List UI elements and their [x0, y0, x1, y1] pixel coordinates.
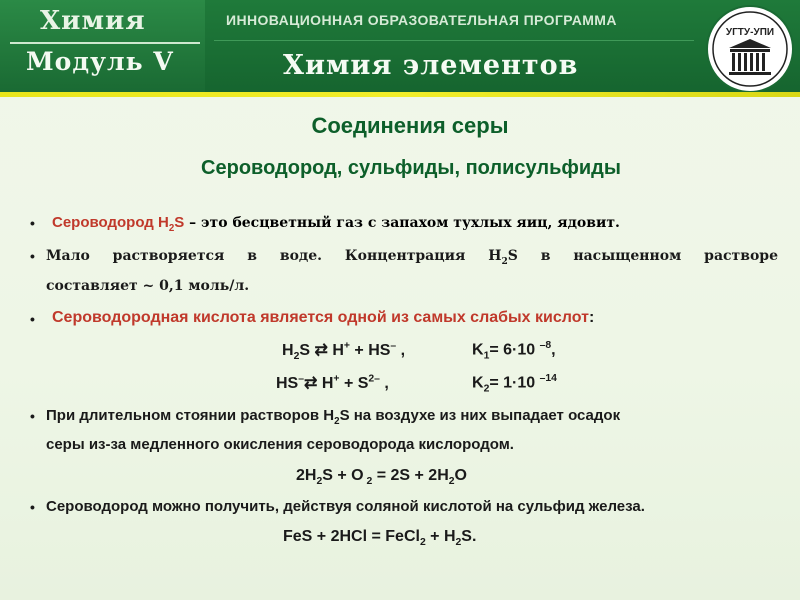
program-title: ИННОВАЦИОННАЯ ОБРАЗОВАТЕЛЬНАЯ ПРОГРАММА: [226, 12, 617, 28]
header-bar: [0, 0, 800, 92]
paragraph-4-line-1: При длительном стоянии растворов $H_2S$ на воздухе из них выпадает осадок: [46, 407, 621, 427]
paragraph-1: Сероводород $H_2S$ – это бесцветный газ с запахом тухлых яиц, ядовит.: [52, 214, 620, 234]
subject-title: Химия: [40, 6, 146, 36]
slide-subtitle: Сероводород, сульфиды, полисульфиды: [201, 157, 621, 179]
header-divider: [10, 42, 200, 44]
topic-title: Химия элементов: [283, 50, 579, 81]
paragraph-3: Сероводородная кислота является одной из самых слабых кислот:: [52, 309, 595, 326]
module-title: Модуль V: [26, 47, 174, 76]
equilibrium-arrow-icon: ⇄: [304, 375, 318, 392]
equation-1: $H_2S$ ⇄ H+ + HS– ,: [282, 340, 406, 363]
bullet-4: •: [30, 408, 35, 424]
equilibrium-arrow-icon: ⇄: [314, 342, 328, 359]
university-logo-icon: [705, 4, 795, 94]
equation-4: FeS + 2HCl = FeCl$_2$ + $H_2S$.: [283, 528, 477, 549]
equation-3: $2H_2S + O$ $_2 = 2S + 2H_2O$: [296, 467, 467, 488]
equation-2: HS–⇄ $H^+ + S^{2-}$ ,: [276, 373, 389, 392]
slide-title: Соединения серы: [311, 113, 509, 138]
bullet-5: •: [30, 499, 35, 515]
dissociation-constant-1: $K_1= 6\cdot 10$ $^{-8}$,: [472, 340, 556, 362]
paragraph-2-line-1: Мало растворяется в воде. Концентрация $H_2S$ в насыщенном растворе: [46, 248, 778, 267]
bullet-1: •: [30, 215, 35, 231]
paragraph-4-line-2: серы из-за медленного окисления сероводорода кислородом.: [46, 436, 514, 453]
paragraph-2-line-2: составляет ~ 0,1 моль/л.: [46, 278, 250, 294]
header-line: [214, 40, 694, 41]
dissociation-constant-2: $K_2= 1\cdot 10$ $^{-14}$: [472, 373, 557, 395]
term-hydrogen-sulfide: Сероводород $H_2S$: [52, 214, 185, 234]
logo-text: УГТУ-УПИ: [725, 27, 775, 38]
accent-stripe: [0, 92, 800, 97]
bullet-3: •: [30, 311, 35, 327]
paragraph-5: Сероводород можно получить, действуя соляной кислотой на сульфид железа.: [46, 498, 645, 515]
bullet-2: •: [30, 248, 35, 264]
